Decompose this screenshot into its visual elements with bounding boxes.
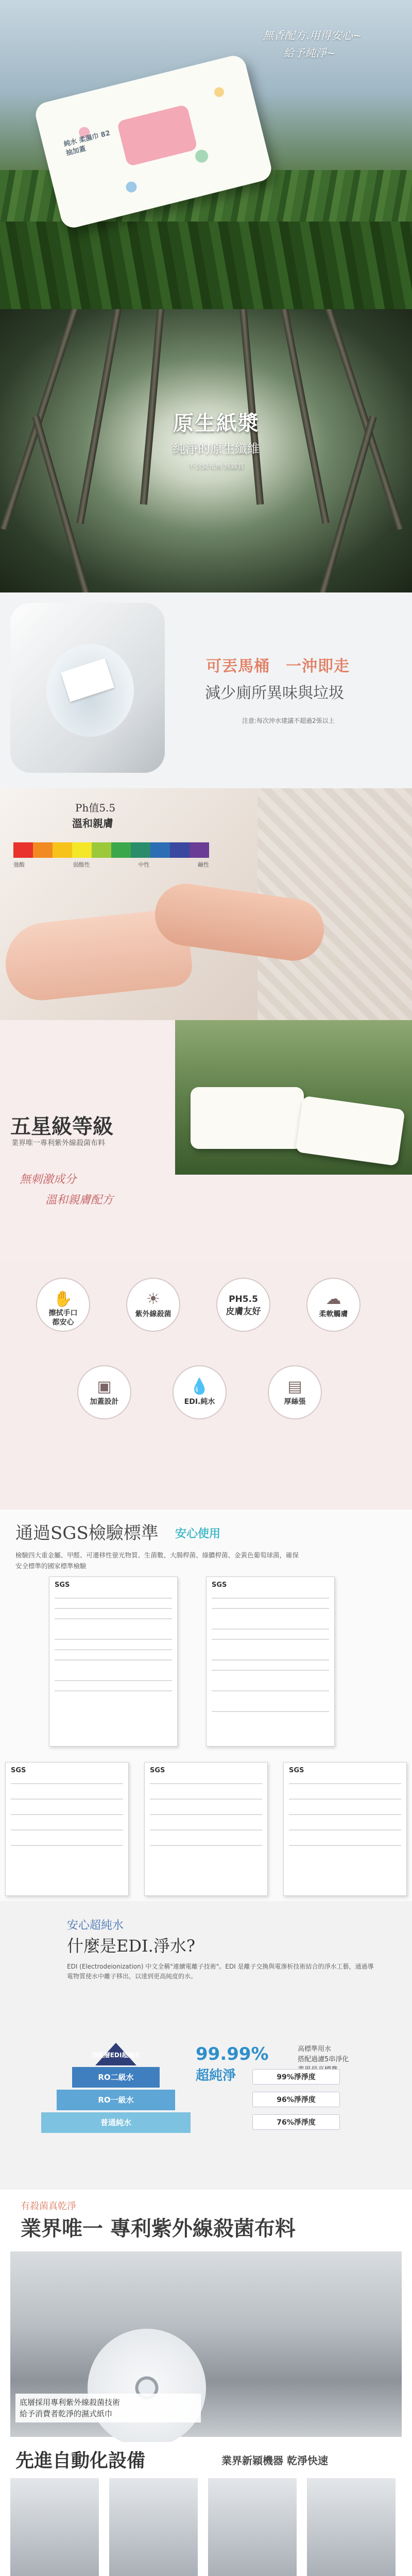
ph-color-swatch [150, 842, 170, 858]
hero-tagline [263, 27, 371, 62]
uv-section [0, 2190, 412, 2442]
hedge-foreground [0, 222, 412, 309]
package-text: 純水 柔濕巾 82抽加蓋 [63, 129, 111, 158]
sgs-report [206, 1577, 335, 1747]
ph-scale-label: 中性 [138, 861, 150, 868]
feature-label: PH5.5 皮膚友好 [226, 1294, 261, 1317]
sgs-description: 檢驗四大重金屬、甲醛、可遷移性螢光物質、生菌數、大腸桿菌、綠膿桿菌、金黃色葡萄球菌，確保安全標準的國家標準檢驗 [15, 1551, 299, 1570]
sgs-report [5, 1762, 129, 1896]
feature-label: 柔軟觸膚 [319, 1310, 348, 1318]
uv-title: 業界唯一 專利紫外線殺菌布料 [21, 2216, 296, 2241]
five-star-section [0, 1020, 412, 1262]
flushable-headline: 可丟馬桶 一沖即走 [206, 657, 350, 675]
ph-color-swatch [131, 842, 150, 858]
feature-label: 紫外線殺菌 [135, 1310, 171, 1318]
uv-kicker: 有殺菌真乾淨 [21, 2201, 76, 2212]
ph-color-swatch [33, 842, 53, 858]
feature-thick-icon [268, 1365, 322, 1419]
purity-pill: 99%淨淨度 [252, 2069, 340, 2084]
sgs-report [144, 1762, 268, 1896]
feature-lid-icon [77, 1365, 131, 1419]
process-step [109, 2478, 198, 2576]
tree-trunk [275, 309, 329, 524]
forest-title: 原生紙漿 [173, 411, 260, 435]
ph-section [0, 788, 412, 1020]
handwritten-line-2: 溫和親膚配方 [45, 1194, 114, 1207]
ph-label: 溫和親膚 [72, 817, 113, 829]
tree-trunk [314, 309, 404, 530]
edi-kicker: 安心超純水 [67, 1919, 124, 1932]
ph-color-swatch [72, 842, 92, 858]
ph-scale-label: 弱酸性 [73, 861, 90, 868]
five-star-subtitle: 業界唯一專利紫外線殺菌布料 [11, 1139, 105, 1147]
toilet-image [10, 603, 165, 773]
fabric-roll [88, 2329, 206, 2442]
purity-label: 超純淨 [196, 2068, 236, 2083]
sun-icon: ☀ [146, 1290, 160, 1308]
sgs-logo: SGS [11, 1767, 26, 1774]
ph-scale-label: 強酸 [13, 861, 25, 868]
feature-ph-icon [216, 1278, 270, 1332]
pyramid-label: 普通純水 [41, 2112, 191, 2133]
edi-section [0, 1901, 412, 2190]
sgs-report [49, 1577, 178, 1747]
equipment-section [0, 2442, 412, 2576]
sgs-report [283, 1762, 407, 1896]
ph-color-swatch [111, 842, 131, 858]
product-package [191, 1087, 304, 1149]
flushable-section [0, 592, 412, 788]
ph-color-swatch [170, 842, 190, 858]
flushable-subheadline: 減少廁所異味與垃圾 [205, 684, 344, 702]
sgs-logo: SGS [289, 1767, 304, 1774]
lid-icon: ▣ [97, 1378, 112, 1396]
hero-section [0, 0, 412, 309]
tagline-line-2: 給予純淨~ [283, 47, 336, 59]
sgs-logo: SGS [212, 1581, 227, 1589]
edi-description: EDI (Electrodeionization) 中文全稱"連續電離子技術"。EDI 是離子交換與電滲析技術結合的淨水工藝，通過導電物質使水中離子移出，以達到更高純度的水。 [67, 1963, 374, 1980]
tree-trunk [0, 309, 90, 530]
ph-color-swatch [190, 842, 209, 858]
package-lid [116, 104, 198, 166]
ph-color-scale [13, 842, 209, 858]
product-outdoor-photo [175, 1020, 412, 1175]
flushable-note: 注意:每次沖水建議不超過2張以上 [242, 717, 335, 724]
handwritten-note [20, 1170, 205, 1211]
tree-trunk [32, 415, 98, 592]
pyramid-label: RO一級水 [57, 2090, 175, 2110]
purity-pill: 96%淨淨度 [252, 2092, 340, 2107]
feature-label: 擦拭手口 都安心 [48, 1309, 78, 1327]
feature-label: EDI.純水 [184, 1398, 215, 1406]
sgs-badge: 安心使用 [175, 1528, 221, 1540]
hand-icon: ✋ [53, 1290, 73, 1308]
pyramid-label: 頂級層EDI超純水 [91, 2052, 141, 2059]
product-package [295, 1096, 405, 1166]
feature-hand-icon [36, 1278, 90, 1332]
feature-soft-icon [306, 1278, 360, 1332]
process-step [10, 2478, 99, 2576]
feature-uv-icon [126, 1278, 180, 1332]
water-drop-icon: 💧 [190, 1378, 210, 1396]
ph-scale-label: 鹼性 [197, 861, 209, 868]
layers-icon: ▤ [287, 1378, 302, 1396]
ph-color-swatch [13, 842, 33, 858]
ph-value: Ph值5.5 [75, 802, 116, 814]
uv-caption: 底層採用專利紫外線殺菌技術 給予消費者乾淨的濕式紙巾 [15, 2394, 201, 2422]
forest-text [154, 407, 278, 470]
tagline-line-1: 無香配方.用得安心~ [263, 29, 362, 42]
purity-value: 99.99% [196, 2044, 269, 2064]
ph-color-swatch [92, 842, 111, 858]
equipment-title: 先進自動化設備 [15, 2450, 146, 2471]
five-star-title: 五星級等級 [10, 1114, 113, 1139]
ph-scale-labels [13, 860, 209, 869]
pyramid-label: RO二級水 [72, 2067, 160, 2088]
sgs-section [0, 1510, 412, 1901]
ph-color-swatch [53, 842, 72, 858]
sgs-logo: SGS [150, 1767, 165, 1774]
process-step [307, 2478, 396, 2576]
side-note: 高標準用水 [298, 2045, 332, 2053]
forest-small: 不含螢光劑 無雜質 [188, 463, 245, 470]
forest-section [0, 309, 412, 592]
sgs-title: 通過SGS檢驗標準 [15, 1523, 159, 1544]
side-note: 搭配過濾5串淨化 [298, 2056, 349, 2063]
features-section [0, 1262, 412, 1510]
tree-trunk [76, 309, 126, 524]
cloud-icon: ☁ [325, 1290, 341, 1308]
feature-label: 厚絲張 [284, 1398, 306, 1406]
sgs-logo: SGS [55, 1581, 70, 1589]
forest-subtitle: 純淨的原生纖維 [173, 442, 260, 456]
equipment-subtitle: 業界新穎機器 乾淨快速 [221, 2454, 328, 2467]
purity-pill: 76%淨淨度 [252, 2114, 340, 2130]
edi-title: 什麼是EDI.淨水? [67, 1936, 195, 1956]
handwritten-line-1: 無刺激成分 [20, 1173, 77, 1186]
feature-label: 加蓋設計 [90, 1398, 119, 1406]
feature-water-icon [173, 1365, 227, 1419]
process-step [208, 2478, 297, 2576]
